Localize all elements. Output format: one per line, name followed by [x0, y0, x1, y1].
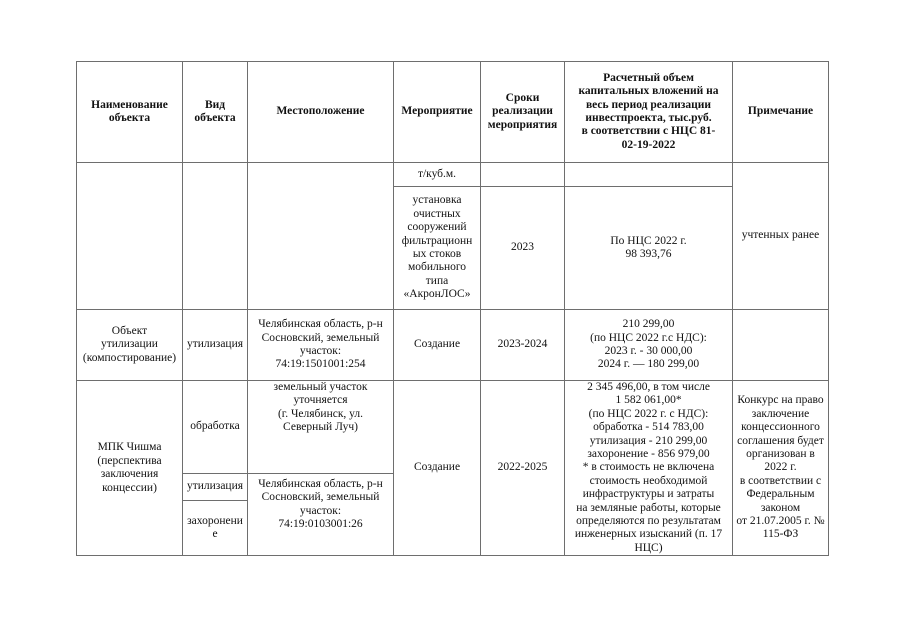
cell-kind-compost: утилизация: [183, 310, 248, 381]
cell-empty: [248, 163, 394, 310]
cell-terms-mpk: 2022-2025: [481, 381, 565, 556]
header-cost: Расчетный объем капитальных вложений на весь период реализации инвестпроекта, тыс.руб. в соответствии с НЦС 81- 02-19-2022: [565, 62, 733, 163]
cell-terms-compost: 2023-2024: [481, 310, 565, 381]
cell-empty: [733, 310, 829, 381]
cell-cost-filtration: По НЦС 2022 г. 98 393,76: [565, 187, 733, 310]
cell-location-compost: Челябинская область, р-н Сосновский, земельный участок: 74:19:1501001:254: [248, 310, 394, 381]
cell-location-processing: земельный участок уточняется (г. Челябинск, ул. Северный Луч): [248, 381, 394, 474]
cell-note-mpk: Конкурс на право заключение концессионного соглашения будет организован в 2022 г. в соответствии с Федеральным законом от 21.07.2005 г. № 115-ФЗ: [733, 381, 829, 556]
header-measure: Мероприятие: [394, 62, 481, 163]
cell-cost-mpk: 2 345 496,00, в том числе 1 582 061,00* (по НЦС 2022 г. с НДС): обработка - 514 783,00 утилизация - 210 299,00 захоронение - 856 979,00 * в стоимость не включена стоимость необходимой инфраструктуры и затраты на земляные работы, которые определяются по результатам инженерных изысканий (п. 17 НЦС): [565, 381, 733, 556]
cell-location-sosnovsky: Челябинская область, р-н Сосновский, земельный участок: 74:19:0103001:26: [248, 474, 394, 556]
cell-name-mpk: МПК Чишма (перспектива заключения концессии): [77, 381, 183, 556]
cell-empty: [565, 163, 733, 187]
cell-kind-burial: захоронени е: [183, 501, 248, 556]
cell-measure-mpk: Создание: [394, 381, 481, 556]
cell-empty: [481, 163, 565, 187]
cell-note-previous: учтенных ранее: [733, 163, 829, 310]
cell-empty: [183, 163, 248, 310]
header-row: [77, 62, 829, 163]
header-kind: Вид объекта: [183, 62, 248, 163]
header-location: Местоположение: [248, 62, 394, 163]
cell-empty: [77, 163, 183, 310]
cell-measure-filtration: установка очистных сооружений фильтрационн ых стоков мобильного типа «АкронЛОС»: [394, 187, 481, 310]
header-terms: Сроки реализации мероприятия: [481, 62, 565, 163]
header-note: Примечание: [733, 62, 829, 163]
cell-terms-filtration: 2023: [481, 187, 565, 310]
table-row: [77, 310, 829, 381]
header-name: Наименование объекта: [77, 62, 183, 163]
table-row: [77, 163, 829, 187]
cell-name-compost: Объект утилизации (компостирование): [77, 310, 183, 381]
investment-table: [76, 61, 829, 556]
cell-cost-compost: 210 299,00 (по НЦС 2022 г.с НДС): 2023 г. - 30 000,00 2024 г. — 180 299,00: [565, 310, 733, 381]
table-row: [77, 381, 829, 474]
cell-kind-utilization: утилизация: [183, 474, 248, 501]
cell-measure-compost: Создание: [394, 310, 481, 381]
cell-measure-unit: т/куб.м.: [394, 163, 481, 187]
cell-kind-processing: обработка: [183, 381, 248, 474]
